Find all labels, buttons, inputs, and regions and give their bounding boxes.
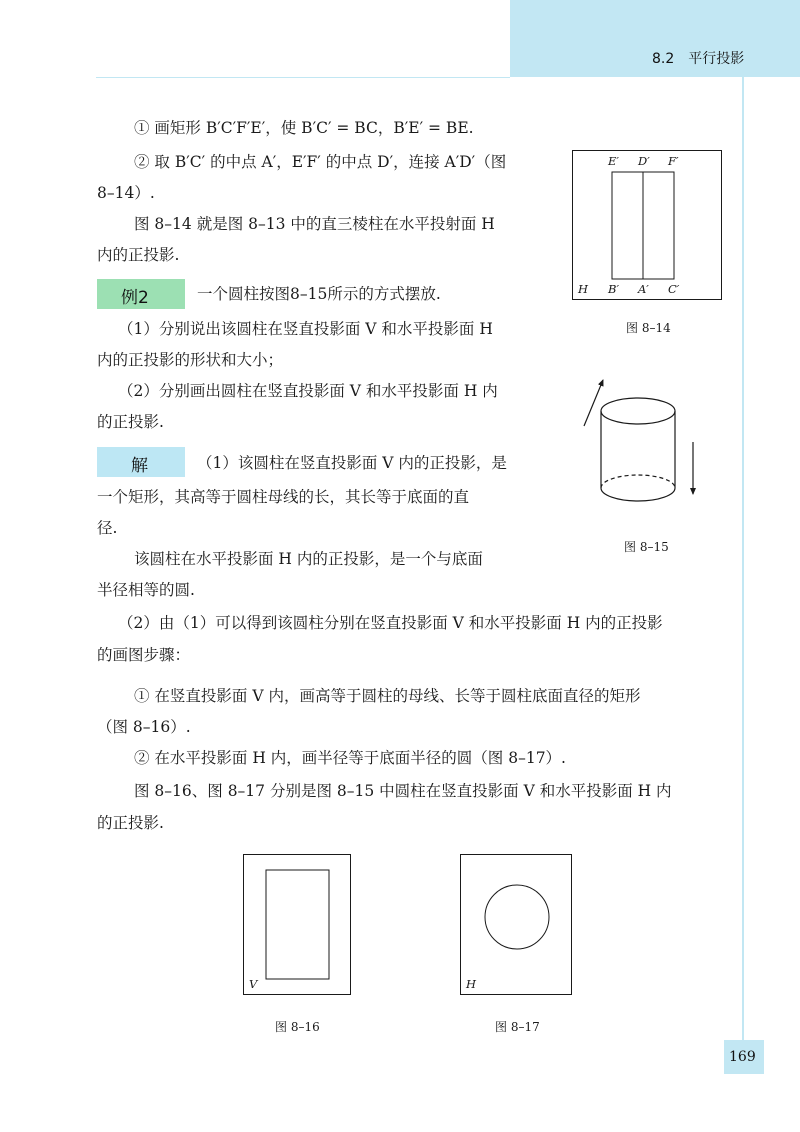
label-a-prime: A′ xyxy=(638,282,649,296)
fig14-caption: 图 8–14 xyxy=(626,321,671,335)
figure-8-16 xyxy=(243,854,351,996)
fig14-plane xyxy=(573,151,722,300)
step-2-cont: 8–14）. xyxy=(97,184,155,202)
section-title: 8.2 平行投影 xyxy=(652,51,745,67)
cylinder-bottom-front xyxy=(601,488,675,501)
step-a: ① 在竖直投影面 V 内，画高等于圆柱的母线、长等于圆柱底面直径的矩形 xyxy=(134,687,641,705)
label-f-prime: F′ xyxy=(668,154,679,168)
example-label: 例2 xyxy=(121,288,149,308)
figure-8-14 xyxy=(572,150,722,300)
answer-1-end: 径. xyxy=(97,519,118,537)
step-2: ② 取 B′C′ 的中点 A′，E′F′ 的中点 D′，连接 A′D′（图 xyxy=(134,153,507,171)
label-e-prime: E′ xyxy=(608,154,620,168)
cylinder-top xyxy=(601,398,675,424)
answer-1: （1）该圆柱在竖直投影面 V 内的正投影，是 xyxy=(197,454,507,472)
step-b: ② 在水平投影面 H 内，画半径等于底面半径的圆（图 8–17）. xyxy=(134,749,566,767)
paragraph-fig14-cont: 内的正投影. xyxy=(97,246,180,264)
step-a-cont: （图 8–16）. xyxy=(97,718,191,736)
conclusion-cont: 的正投影. xyxy=(97,814,164,832)
label-v: V xyxy=(249,977,258,991)
header-rule xyxy=(96,77,510,78)
label-b-prime: B′ xyxy=(608,282,620,296)
direction-arrow-up xyxy=(584,380,603,426)
fig17-caption: 图 8–17 xyxy=(495,1020,540,1034)
label-h-plane: H xyxy=(466,977,477,991)
example-statement: 一个圆柱按图8–15所示的方式摆放. xyxy=(197,285,441,303)
figure-8-15 xyxy=(580,374,710,524)
margin-rule xyxy=(742,77,744,1040)
fig17-circle xyxy=(485,885,549,949)
label-c-prime: C′ xyxy=(668,282,680,296)
step-1: ① 画矩形 B′C′F′E′，使 B′C′ = BC，B′E′ = BE. xyxy=(134,119,474,137)
label-d-prime: D′ xyxy=(638,154,650,168)
fig15-caption: 图 8–15 xyxy=(624,540,669,554)
answer-2-cont: 的画图步骤： xyxy=(97,646,191,664)
question-1-cont: 内的正投影的形状和大小； xyxy=(97,351,284,369)
figure-8-17 xyxy=(460,854,572,996)
label-h: H xyxy=(578,282,589,296)
paragraph-fig14: 图 8–14 就是图 8–13 中的直三棱柱在水平投射面 H xyxy=(134,215,495,233)
answer-2: （2）由（1）可以得到该圆柱分别在竖直投影面 V 和水平投影面 H 内的正投影 xyxy=(118,614,663,632)
question-2-cont: 的正投影. xyxy=(97,413,164,431)
answer-1b: 该圆柱在水平投影面 H 内的正投影，是一个与底面 xyxy=(134,550,483,568)
question-1: （1）分别说出该圆柱在竖直投影面 V 和水平投影面 H xyxy=(118,320,493,338)
answer-1-cont: 一个矩形，其高等于圆柱母线的长，其长等于底面的直 xyxy=(97,488,470,506)
conclusion: 图 8–16、图 8–17 分别是图 8–15 中圆柱在竖直投影面 V 和水平投影面 H 内 xyxy=(134,782,672,800)
fig16-caption: 图 8–16 xyxy=(275,1020,320,1034)
solution-label: 解 xyxy=(131,456,148,476)
fig16-plane xyxy=(244,855,351,995)
fig16-rectangle xyxy=(266,870,329,979)
question-2: （2）分别画出圆柱在竖直投影面 V 和水平投影面 H 内 xyxy=(118,382,498,400)
cylinder-bottom-back xyxy=(601,475,675,488)
fig17-plane xyxy=(461,855,572,995)
cylinder xyxy=(601,398,675,501)
page-number: 169 xyxy=(729,1049,756,1065)
answer-1b-cont: 半径相等的圆. xyxy=(97,581,195,599)
